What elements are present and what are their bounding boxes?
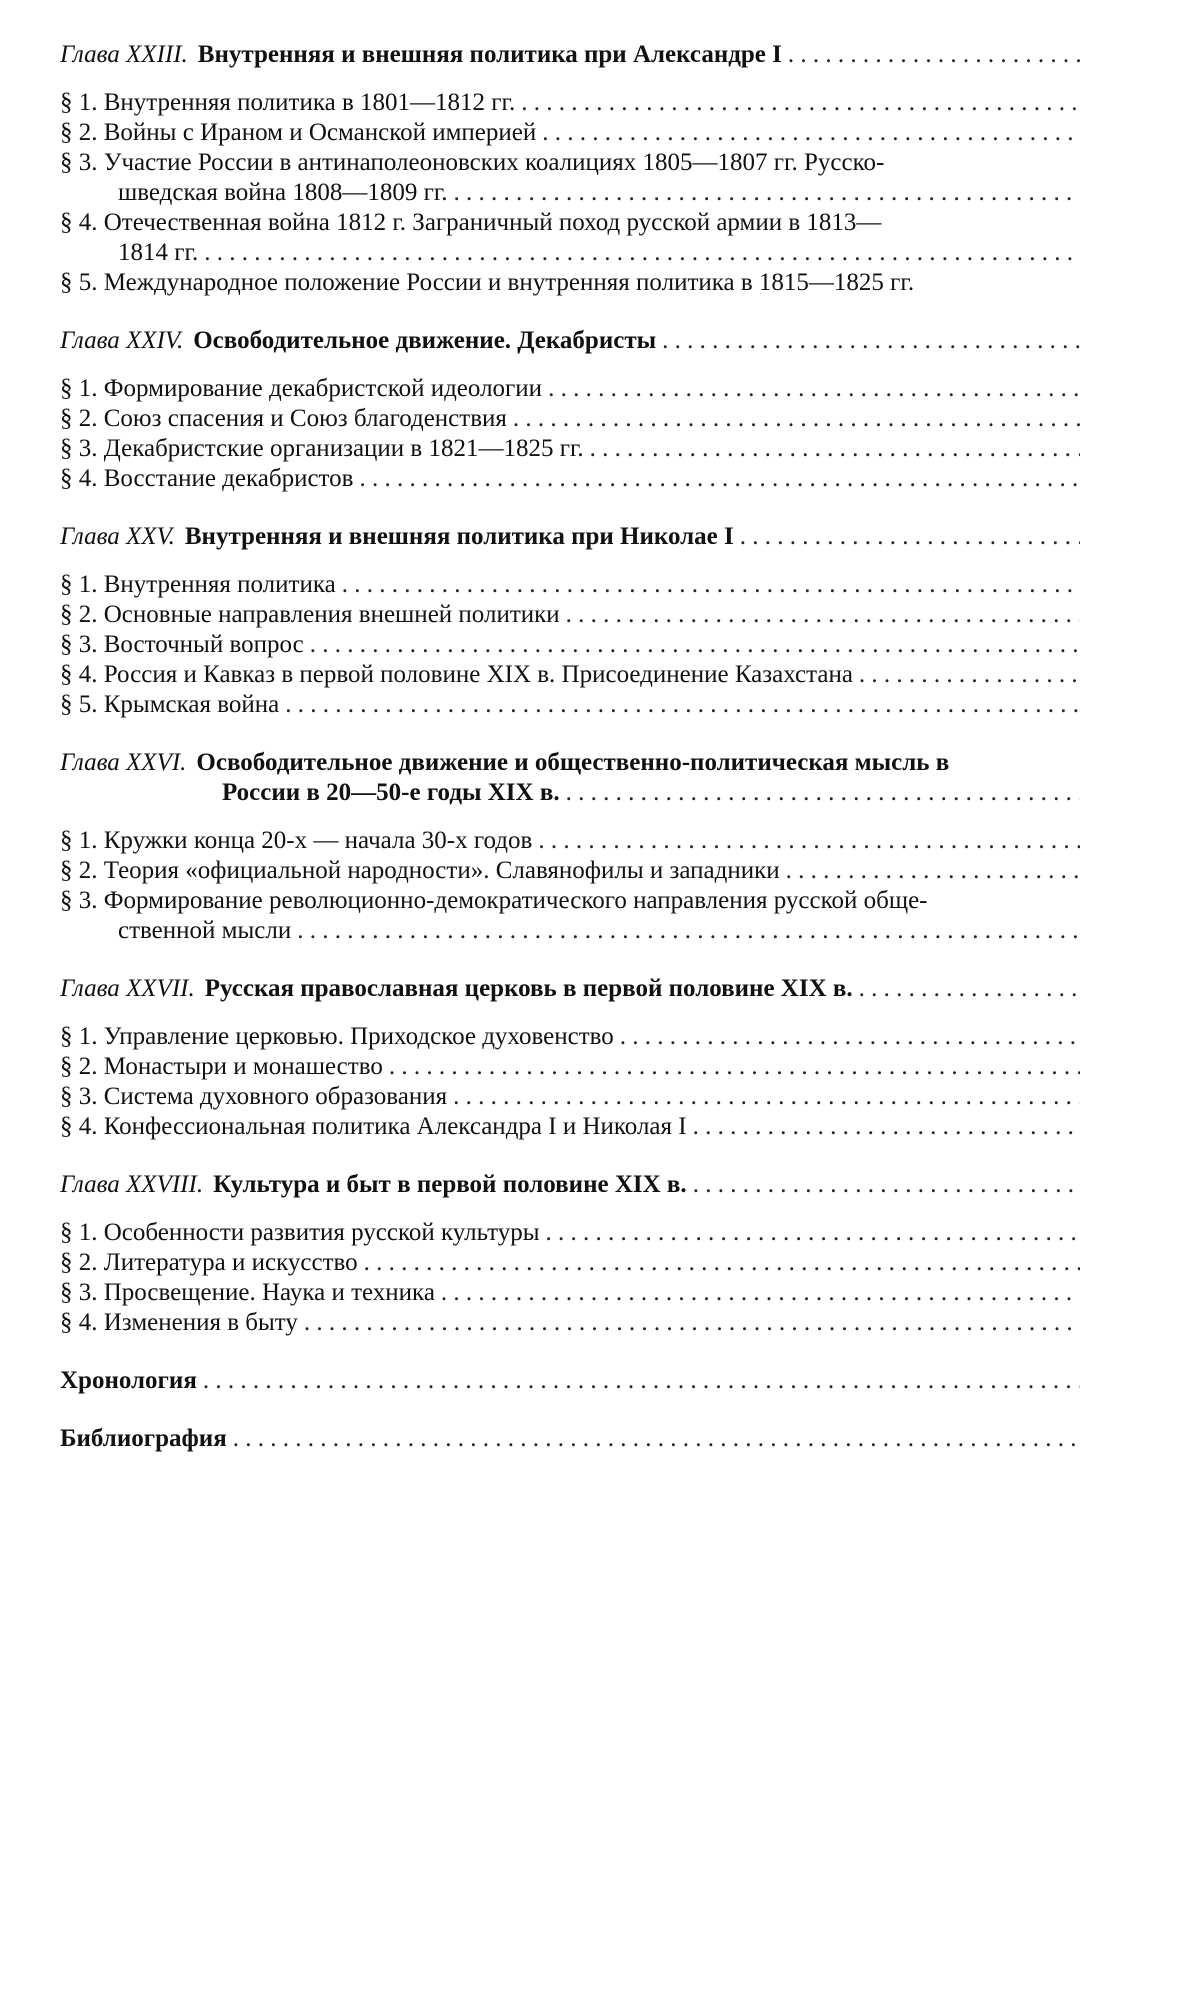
paragraph-number: § 3. <box>60 1083 98 1110</box>
dot-leader <box>513 404 1080 434</box>
dot-leader <box>620 1022 1080 1052</box>
dot-leader <box>342 570 1080 600</box>
paragraph-number: § 2. <box>60 405 98 432</box>
paragraph-title: Кружки конца 20-х — начала 30-х годов <box>103 827 533 854</box>
paragraph-number: § 2. <box>60 601 98 628</box>
toc-entry-continuation <box>60 238 1080 268</box>
paragraph-title: Монастыри и монашество <box>103 1053 383 1080</box>
toc-entry <box>60 570 1080 600</box>
paragraph-title: шведская война 1808—1809 гг. <box>118 179 448 206</box>
paragraph-number: § 1. <box>60 1023 98 1050</box>
paragraph-title: Просвещение. Наука и техника <box>103 1279 435 1306</box>
paragraph-title: Отечественная война 1812 г. Заграничный поход русской армии в 1813— <box>103 209 882 236</box>
paragraph-number: § 3. <box>60 149 98 176</box>
paragraph-number: § 4. <box>60 209 98 236</box>
toc-entry <box>60 826 1080 856</box>
toc-entry <box>60 1308 1080 1338</box>
toc-entry <box>60 1248 1080 1278</box>
chapter-heading <box>60 522 1080 552</box>
toc-entry <box>60 630 1080 660</box>
chronology-entry <box>60 1366 1080 1396</box>
dot-leader <box>859 974 1080 1004</box>
dot-leader <box>566 778 1080 808</box>
paragraph-title: Декабристские организации в 1821—1825 гг. <box>103 435 584 462</box>
dot-leader <box>693 1112 1080 1142</box>
chapter-title: России в 20—50-е годы XIX в. <box>222 779 560 806</box>
toc-entry <box>60 660 1080 690</box>
toc-entry <box>60 148 1080 178</box>
paragraph-number: § 3. <box>60 1279 98 1306</box>
paragraph-number: § 4. <box>60 465 98 492</box>
paragraph-title: Формирование декабристской идеологии <box>103 375 543 402</box>
toc-entry <box>60 464 1080 494</box>
paragraph-number: § 3. <box>60 887 98 914</box>
dot-leader <box>453 1082 1080 1112</box>
chapter-heading <box>60 40 1080 70</box>
paragraph-title: Россия и Кавказ в первой половине XIX в. Присоединение Казахстана <box>103 661 853 688</box>
paragraph-title: Изменения в быту <box>103 1309 298 1336</box>
toc-entry <box>60 1052 1080 1082</box>
toc-entry <box>60 1112 1080 1142</box>
paragraph-title: Участие России в антинаполеоновских коалициях 1805—1807 гг. Русско- <box>103 149 885 176</box>
paragraph-number: § 4. <box>60 1309 98 1336</box>
toc-entry <box>60 88 1080 118</box>
chapter-title: Русская православная церковь в первой половине XIX в. <box>204 975 853 1002</box>
paragraph-number: § 5. <box>60 269 98 296</box>
paragraph-number: § 2. <box>60 1053 98 1080</box>
paragraph-title: Восточный вопрос <box>103 631 304 658</box>
chapter-label: Глава XXIII. <box>60 41 188 68</box>
paragraph-title: Система духовного образования <box>103 1083 448 1110</box>
dot-leader <box>364 1248 1080 1278</box>
paragraph-title: ственной мысли <box>118 917 292 944</box>
toc-entry-continuation <box>60 178 1080 208</box>
paragraph-number: § 2. <box>60 119 98 146</box>
paragraph-title: Основные направления внешней политики <box>103 601 560 628</box>
paragraph-number: § 5. <box>60 691 98 718</box>
paragraph-title: Внутренняя политика в 1801—1812 гг. <box>103 89 516 116</box>
dot-leader <box>548 374 1080 404</box>
dot-leader <box>786 856 1080 886</box>
chapter-label: Глава XXVIII. <box>60 1171 204 1198</box>
dot-leader <box>662 326 1080 356</box>
paragraph-title: Теория «официальной народности». Славянофилы и западники <box>103 857 780 884</box>
toc-entry <box>60 404 1080 434</box>
chapter-label: Глава XXV. <box>60 523 175 550</box>
dot-leader <box>310 630 1080 660</box>
dot-leader <box>359 464 1080 494</box>
chapter-label: Глава XXVI. <box>60 749 187 776</box>
chapter-label: Глава XXVII. <box>60 975 195 1002</box>
paragraph-number: § 1. <box>60 571 98 598</box>
toc-entry <box>60 434 1080 464</box>
bibliography-title: Библиография <box>60 1425 227 1452</box>
paragraph-title: Внутренняя политика <box>103 571 336 598</box>
chapter-title: Внутренняя и внешняя политика при Александре I <box>197 41 782 68</box>
toc-entry <box>60 600 1080 630</box>
dot-leader <box>297 916 1080 946</box>
paragraph-number: § 2. <box>60 1249 98 1276</box>
dot-leader <box>521 88 1080 118</box>
chapter-title: Освободительное движение и общественно-политическая мысль в <box>196 749 950 776</box>
paragraph-title: Войны с Ираном и Османской империей <box>103 119 537 146</box>
chapter-title: Внутренняя и внешняя политика при Николае I <box>184 523 734 550</box>
chapter-heading-continuation <box>60 778 1080 808</box>
dot-leader <box>788 40 1080 70</box>
paragraph-title: Крымская война <box>103 691 280 718</box>
dot-leader <box>285 690 1080 720</box>
toc-entry <box>60 1218 1080 1248</box>
chapter-title: Культура и быт в первой половине XIX в. <box>213 1171 687 1198</box>
chapter-heading <box>60 1170 1080 1200</box>
dot-leader <box>454 178 1080 208</box>
paragraph-number: § 1. <box>60 89 98 116</box>
toc-entry <box>60 118 1080 148</box>
dot-leader <box>542 118 1080 148</box>
paragraph-title: Формирование революционно-демократического направления русской обще- <box>103 887 928 914</box>
chapter-title: Освободительное движение. Декабристы <box>193 327 657 354</box>
dot-leader <box>204 238 1080 268</box>
paragraph-title: Союз спасения и Союз благоденствия <box>103 405 507 432</box>
toc-entry <box>60 208 1080 238</box>
paragraph-number: § 4. <box>60 1113 98 1140</box>
toc-entry <box>60 1278 1080 1308</box>
table-of-contents <box>60 40 1080 1454</box>
paragraph-number: § 2. <box>60 857 98 884</box>
paragraph-title: Особенности развития русской культуры <box>103 1219 540 1246</box>
chapter-heading <box>60 748 1080 778</box>
toc-entry-continuation <box>60 916 1080 946</box>
toc-entry <box>60 1022 1080 1052</box>
paragraph-number: § 3. <box>60 631 98 658</box>
dot-leader <box>304 1308 1080 1338</box>
toc-entry <box>60 374 1080 404</box>
toc-entry <box>60 856 1080 886</box>
dot-leader <box>389 1052 1080 1082</box>
dot-leader <box>546 1218 1080 1248</box>
dot-leader <box>441 1278 1080 1308</box>
paragraph-title: 1814 гг. <box>118 239 199 266</box>
chapter-heading <box>60 974 1080 1004</box>
paragraph-title: Международное положение России и внутренняя политика в 1815—1825 гг. <box>103 269 915 296</box>
dot-leader <box>538 826 1080 856</box>
paragraph-number: § 1. <box>60 827 98 854</box>
toc-entry <box>60 268 1080 298</box>
dot-leader <box>590 434 1080 464</box>
dot-leader <box>859 660 1080 690</box>
dot-leader <box>740 522 1080 552</box>
toc-entry <box>60 1082 1080 1112</box>
paragraph-title: Управление церковью. Приходское духовенство <box>103 1023 614 1050</box>
paragraph-title: Литература и искусство <box>103 1249 358 1276</box>
chronology-title: Хронология <box>60 1367 197 1394</box>
bibliography-entry <box>60 1424 1080 1454</box>
paragraph-title: Восстание декабристов <box>103 465 354 492</box>
paragraph-number: § 1. <box>60 375 98 402</box>
dot-leader <box>203 1366 1080 1396</box>
paragraph-number: § 1. <box>60 1219 98 1246</box>
paragraph-title: Конфессиональная политика Александра I и Николая I <box>103 1113 687 1140</box>
dot-leader <box>693 1170 1080 1200</box>
paragraph-number: § 3. <box>60 435 98 462</box>
chapter-heading <box>60 326 1080 356</box>
dot-leader <box>233 1424 1080 1454</box>
dot-leader <box>566 600 1080 630</box>
toc-entry <box>60 886 1080 916</box>
chapter-label: Глава XXIV. <box>60 327 184 354</box>
paragraph-number: § 4. <box>60 661 98 688</box>
toc-entry <box>60 690 1080 720</box>
